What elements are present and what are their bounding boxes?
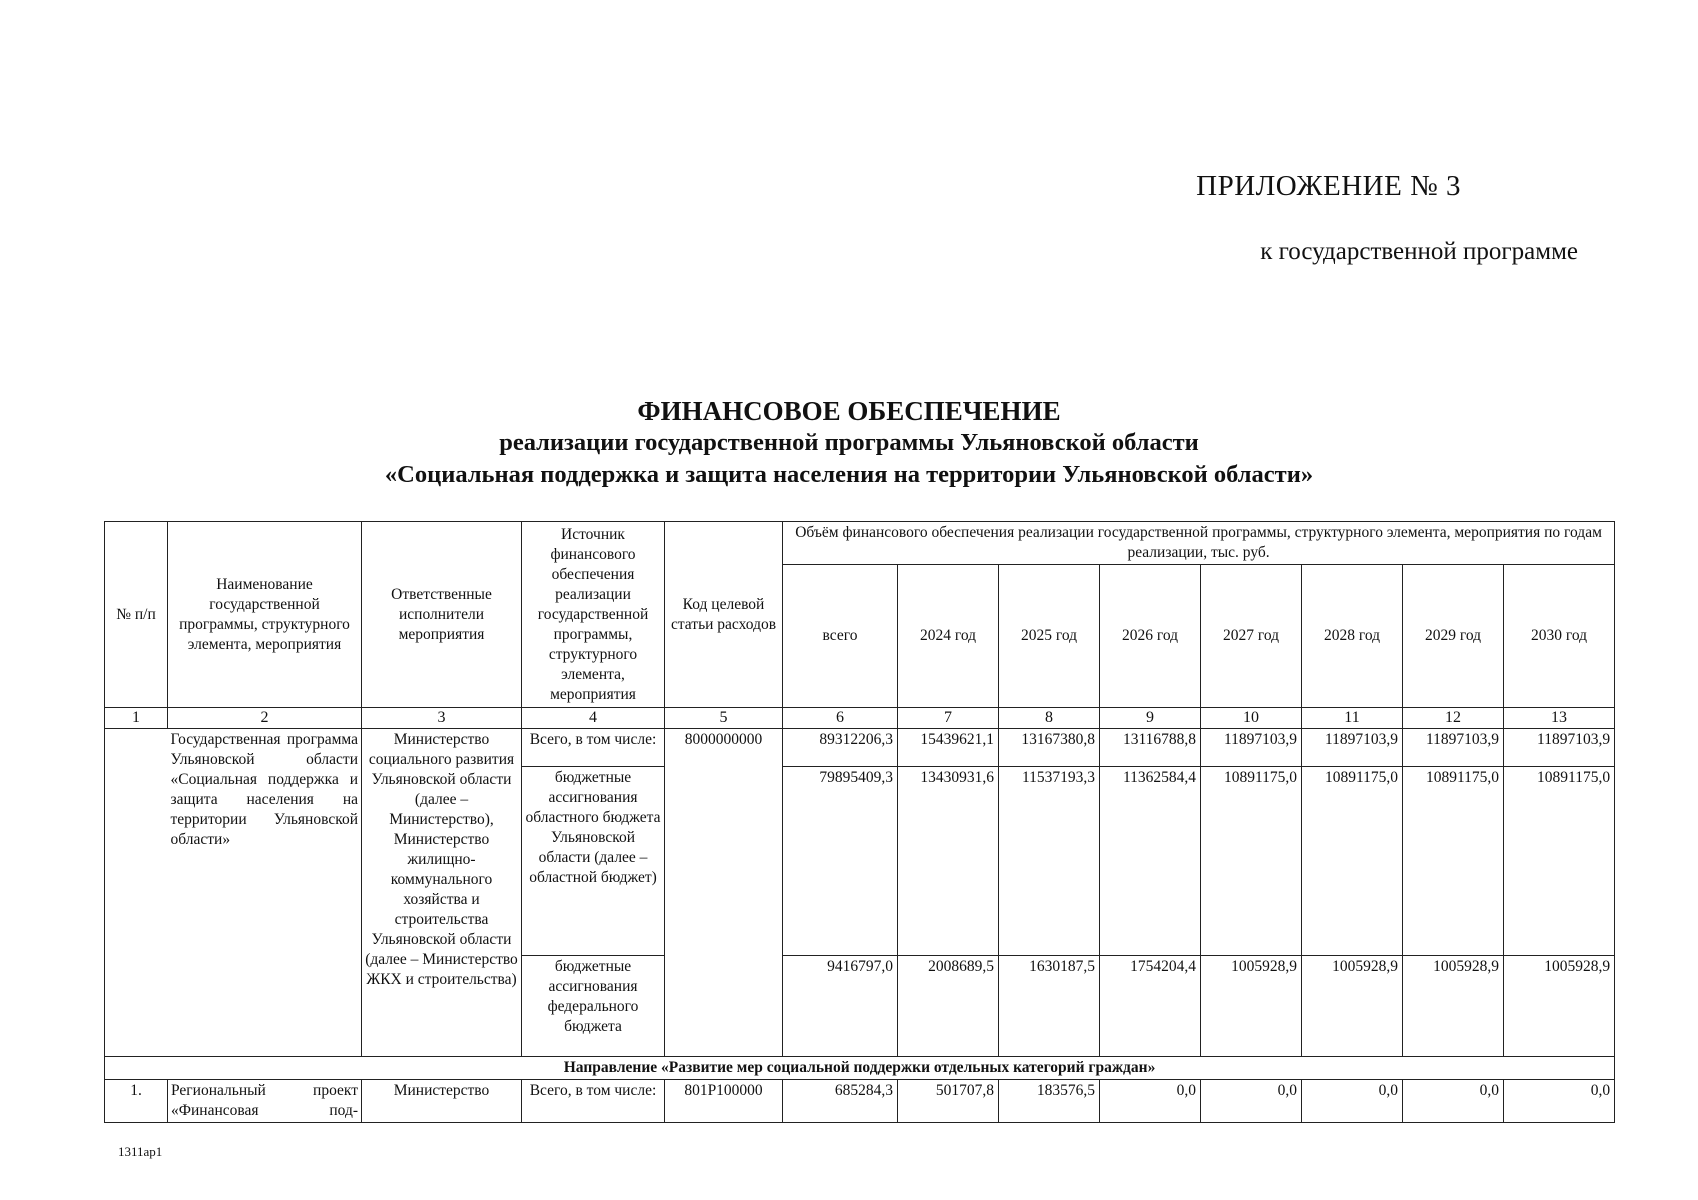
project-code: 801P100000: [665, 1080, 783, 1123]
program-source-federal: бюджетные ассигнования федерального бюджета: [522, 956, 665, 1057]
value-2026: 11362584,4: [1100, 767, 1201, 956]
header-year-2028: 2028 год: [1302, 565, 1403, 708]
value-2025: 11537193,3: [999, 767, 1100, 956]
header-source: Источник финансового обеспечения реализации государственной программы, структурного элемента, мероприятия: [522, 522, 665, 708]
financing-table: [104, 521, 1615, 1123]
value-2024: 501707,8: [898, 1080, 999, 1123]
document-title: ФИНАНСОВОЕ ОБЕСПЕЧЕНИЕ: [637, 396, 1061, 426]
value-2027: 0,0: [1201, 1080, 1302, 1123]
header-name: Наименование государственной программы, структурного элемента, мероприятия: [168, 522, 362, 708]
value-2025: 13167380,8: [999, 729, 1100, 767]
value-2026: 13116788,8: [1100, 729, 1201, 767]
column-number: 9: [1100, 708, 1201, 729]
appendix-number: ПРИЛОЖЕНИЕ № 3: [1196, 170, 1461, 202]
column-number: 4: [522, 708, 665, 729]
value-2028: 10891175,0: [1302, 767, 1403, 956]
value-2029: 1005928,9: [1403, 956, 1504, 1057]
program-name: Государственная программа Ульяновской области «Социальная поддержка и защита населения на территории Ульяновской области»: [168, 729, 362, 1057]
program-executors: Министерство социального развития Ульяновской области (далее – Министерство), Министерство жилищно-коммунального хозяйства и строительства Ульяновской области (далее – Министерство ЖКХ и строительства): [362, 729, 522, 1057]
value-2024: 13430931,6: [898, 767, 999, 956]
value-2026: 0,0: [1100, 1080, 1201, 1123]
header-year-2025: 2025 год: [999, 565, 1100, 708]
header-volume: Объём финансового обеспечения реализации государственной программы, структурного элемента, мероприятия по годам реализации, тыс. руб.: [783, 522, 1615, 565]
column-number: 13: [1504, 708, 1615, 729]
header-executors: Ответственные исполнители мероприятия: [362, 522, 522, 708]
value-2026: 1754204,4: [1100, 956, 1201, 1057]
value-2027: 10891175,0: [1201, 767, 1302, 956]
footer-code: 1311ap1: [118, 1144, 163, 1159]
column-number: 11: [1302, 708, 1403, 729]
column-number: 2: [168, 708, 362, 729]
column-number: 8: [999, 708, 1100, 729]
header-year-2027: 2027 год: [1201, 565, 1302, 708]
column-number: 10: [1201, 708, 1302, 729]
program-source-regional: бюджетные ассигнования областного бюджета Ульяновской области (далее – областной бюджет): [522, 767, 665, 956]
column-number: 12: [1403, 708, 1504, 729]
column-number: 1: [105, 708, 168, 729]
program-number-cell: [105, 729, 168, 1057]
value-total: 89312206,3: [783, 729, 898, 767]
header-code: Код целевой статьи расходов: [665, 522, 783, 708]
program-total-row: [105, 729, 1615, 767]
value-2028: 1005928,9: [1302, 956, 1403, 1057]
value-2024: 15439621,1: [898, 729, 999, 767]
value-2028: 0,0: [1302, 1080, 1403, 1123]
header-year-2030: 2030 год: [1504, 565, 1615, 708]
value-2030: 1005928,9: [1504, 956, 1615, 1057]
value-2024: 2008689,5: [898, 956, 999, 1057]
header-year-2029: 2029 год: [1403, 565, 1504, 708]
program-source-total: Всего, в том числе:: [522, 729, 665, 767]
column-number: 6: [783, 708, 898, 729]
document-subtitle: реализации государственной программы Ульяновской области: [499, 429, 1199, 456]
value-2025: 1630187,5: [999, 956, 1100, 1057]
value-2029: 10891175,0: [1403, 767, 1504, 956]
header-year-2026: 2026 год: [1100, 565, 1201, 708]
value-2029: 11897103,9: [1403, 729, 1504, 767]
value-total: 685284,3: [783, 1080, 898, 1123]
value-2030: 10891175,0: [1504, 767, 1615, 956]
column-number-row: [105, 708, 1615, 729]
program-code: 8000000000: [665, 729, 783, 1057]
column-number: 3: [362, 708, 522, 729]
value-total: 9416797,0: [783, 956, 898, 1057]
project-source: Всего, в том числе:: [522, 1080, 665, 1123]
value-2029: 0,0: [1403, 1080, 1504, 1123]
value-2027: 1005928,9: [1201, 956, 1302, 1057]
column-number: 5: [665, 708, 783, 729]
project-row: [105, 1080, 1615, 1123]
value-2030: 11897103,9: [1504, 729, 1615, 767]
header-number: № п/п: [105, 522, 168, 708]
program-title: «Социальная поддержка и защита населения на территории Ульяновской области»: [384, 461, 1314, 488]
appendix-subtitle: к государственной программе: [1260, 238, 1578, 265]
project-number: 1.: [105, 1080, 168, 1123]
column-number: 7: [898, 708, 999, 729]
value-2027: 11897103,9: [1201, 729, 1302, 767]
value-2028: 11897103,9: [1302, 729, 1403, 767]
value-total: 79895409,3: [783, 767, 898, 956]
project-name: Региональный проект «Финансовая под-: [168, 1080, 362, 1123]
project-executor: Министерство: [362, 1080, 522, 1123]
header-total: всего: [783, 565, 898, 708]
header-year-2024: 2024 год: [898, 565, 999, 708]
direction-heading: Направление «Развитие мер социальной поддержки отдельных категорий граждан»: [105, 1057, 1615, 1080]
value-2025: 183576,5: [999, 1080, 1100, 1123]
direction-row: [105, 1057, 1615, 1080]
value-2030: 0,0: [1504, 1080, 1615, 1123]
